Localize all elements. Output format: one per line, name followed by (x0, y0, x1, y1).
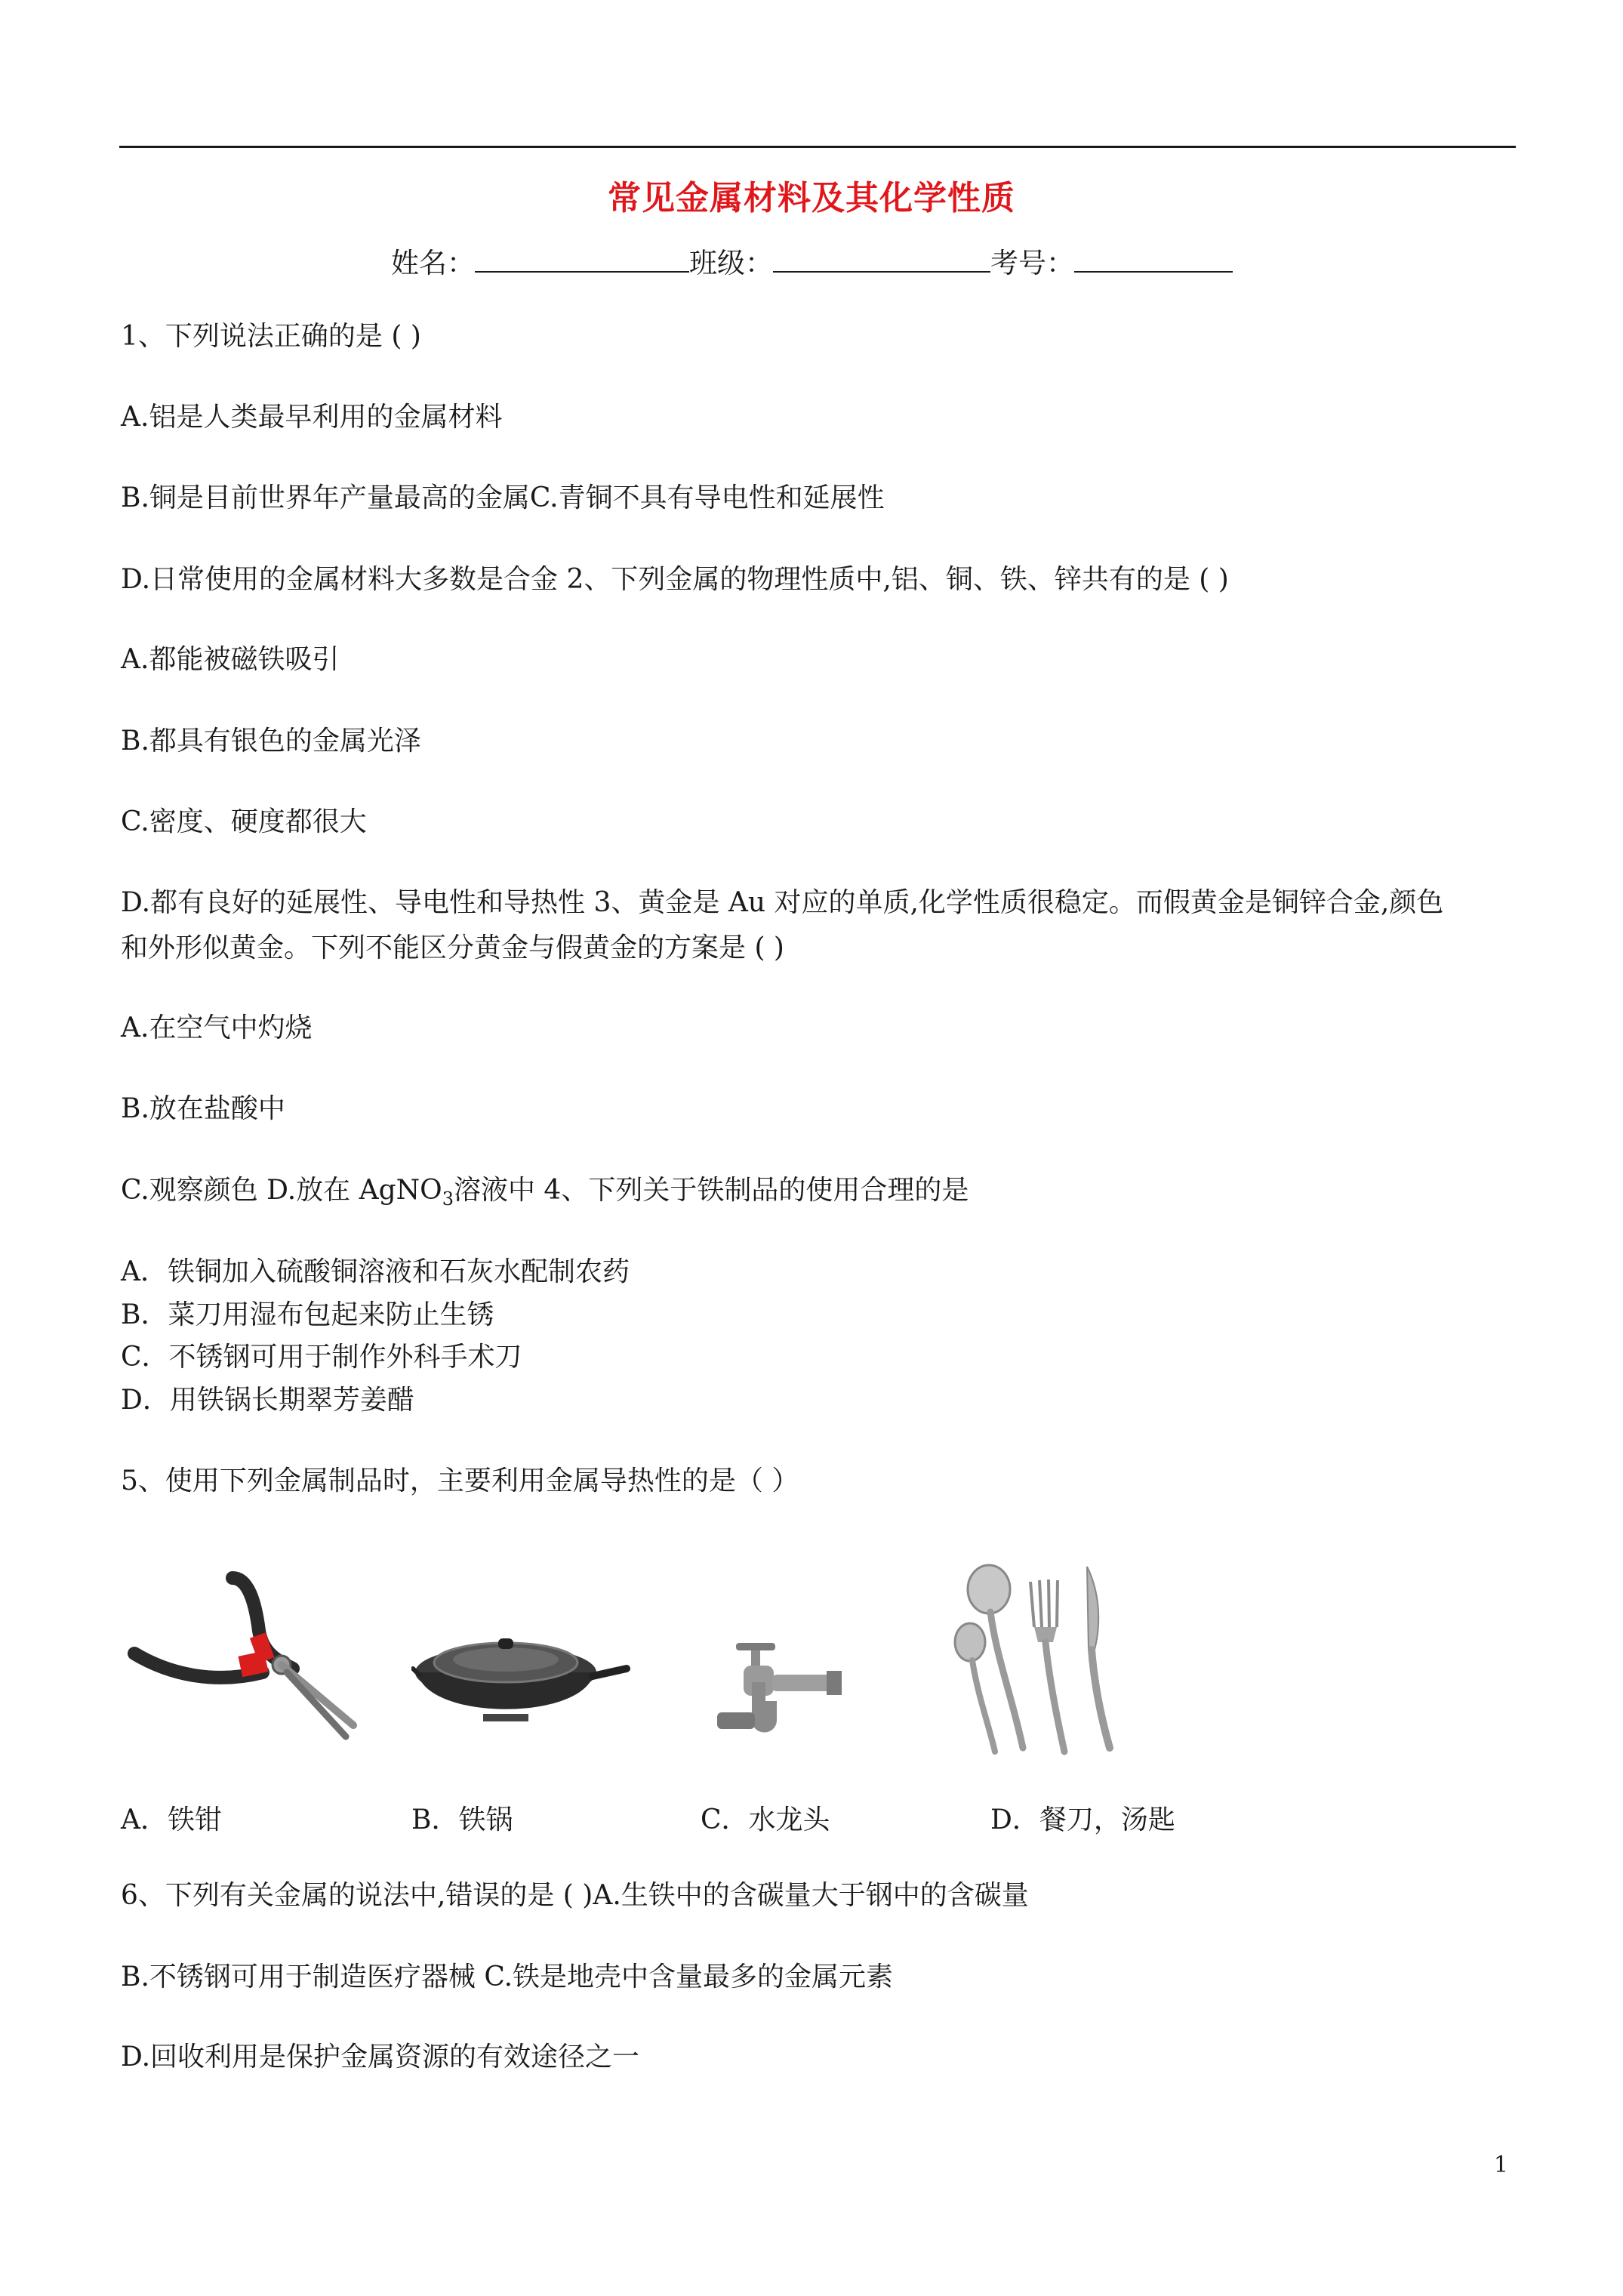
q5-option-c: C．水龙头 (701, 1804, 830, 1835)
question-1: 1、下列说法正确的是 ( ) (121, 321, 421, 352)
q1-option-a: A.铝是人类最早利用的金属材料 (121, 402, 503, 433)
name-label: 姓名： (391, 247, 475, 279)
name-field[interactable] (475, 244, 689, 273)
q3-option-b: B.放在盐酸中 (121, 1093, 285, 1124)
page-title: 常见金属材料及其化学性质 (608, 179, 1015, 217)
q2-option-d-question-3: D.都有良好的延展性、导电性和导热性 3、黄金是 Au 对应的单质,化学性质很稳定。而假黄金是铜锌合金,颜色 (121, 887, 1444, 918)
q4-option-b: B．菜刀用湿布包起来防止生锈 (121, 1299, 494, 1330)
q5-option-d: D．餐刀，汤匙 (990, 1804, 1175, 1835)
q5-option-a: A．铁钳 (121, 1804, 222, 1835)
question-5: 5、使用下列金属制品时，主要利用金属导热性的是（ ） (121, 1465, 799, 1496)
wok-image (411, 1616, 630, 1752)
q4-option-d: D．用铁锅长期翠芳姜醋 (121, 1385, 414, 1416)
number-field[interactable] (1074, 244, 1233, 273)
class-label: 班级： (689, 247, 773, 279)
q3cd-text-b: 溶液中 4、下列关于铁制品的使用合理的是 (453, 1175, 969, 1206)
q1-option-bc: B.铜是目前世界年产量最高的金属C.青铜不具有导电性和延展性 (121, 482, 885, 513)
q2-option-b: B.都具有银色的金属光泽 (121, 726, 421, 757)
q3-option-a: A.在空气中灼烧 (121, 1012, 313, 1043)
faucet-image (713, 1637, 845, 1750)
page-number: 1 (1493, 2152, 1508, 2178)
class-field[interactable] (773, 244, 990, 273)
header-rule (119, 146, 1516, 148)
q6-option-bc: B.不锈钢可用于制造医疗器械 C.铁是地壳中含量最多的金属元素 (121, 1962, 894, 1992)
q4-option-c: C．不锈钢可用于制作外科手术刀 (121, 1342, 522, 1373)
q2-option-c: C.密度、硬度都很大 (121, 806, 367, 837)
q4-option-a: A．铁铜加入硫酸铜溶液和石灰水配制农药 (121, 1256, 630, 1287)
question-6: 6、下列有关金属的说法中,错误的是 ( )A.生铁中的含碳量大于钢中的含碳量 (121, 1880, 1029, 1911)
q1-option-d-question-2: D.日常使用的金属材料大多数是合金 2、下列金属的物理性质中,铝、铜、铁、锌共有的是 ( ) (121, 564, 1229, 595)
question-3-line-2: 和外形似黄金。下列不能区分黄金与假黄金的方案是 ( ) (121, 932, 784, 963)
q6-option-d: D.回收利用是保护金属资源的有效途径之一 (121, 2042, 640, 2073)
q2-option-a: A.都能被磁铁吸引 (121, 644, 340, 675)
number-label: 考号： (990, 247, 1074, 279)
q3-option-cd-question-4 (121, 1174, 969, 1216)
q5-option-b: B．铁锅 (411, 1804, 513, 1835)
q3cd-text-a: C.观察颜色 D.放在 AgNO (121, 1175, 442, 1206)
pliers-image (127, 1570, 361, 1752)
q3cd-subscript: 3 (442, 1188, 454, 1210)
student-info (391, 240, 1233, 281)
cutlery-image (944, 1559, 1140, 1755)
